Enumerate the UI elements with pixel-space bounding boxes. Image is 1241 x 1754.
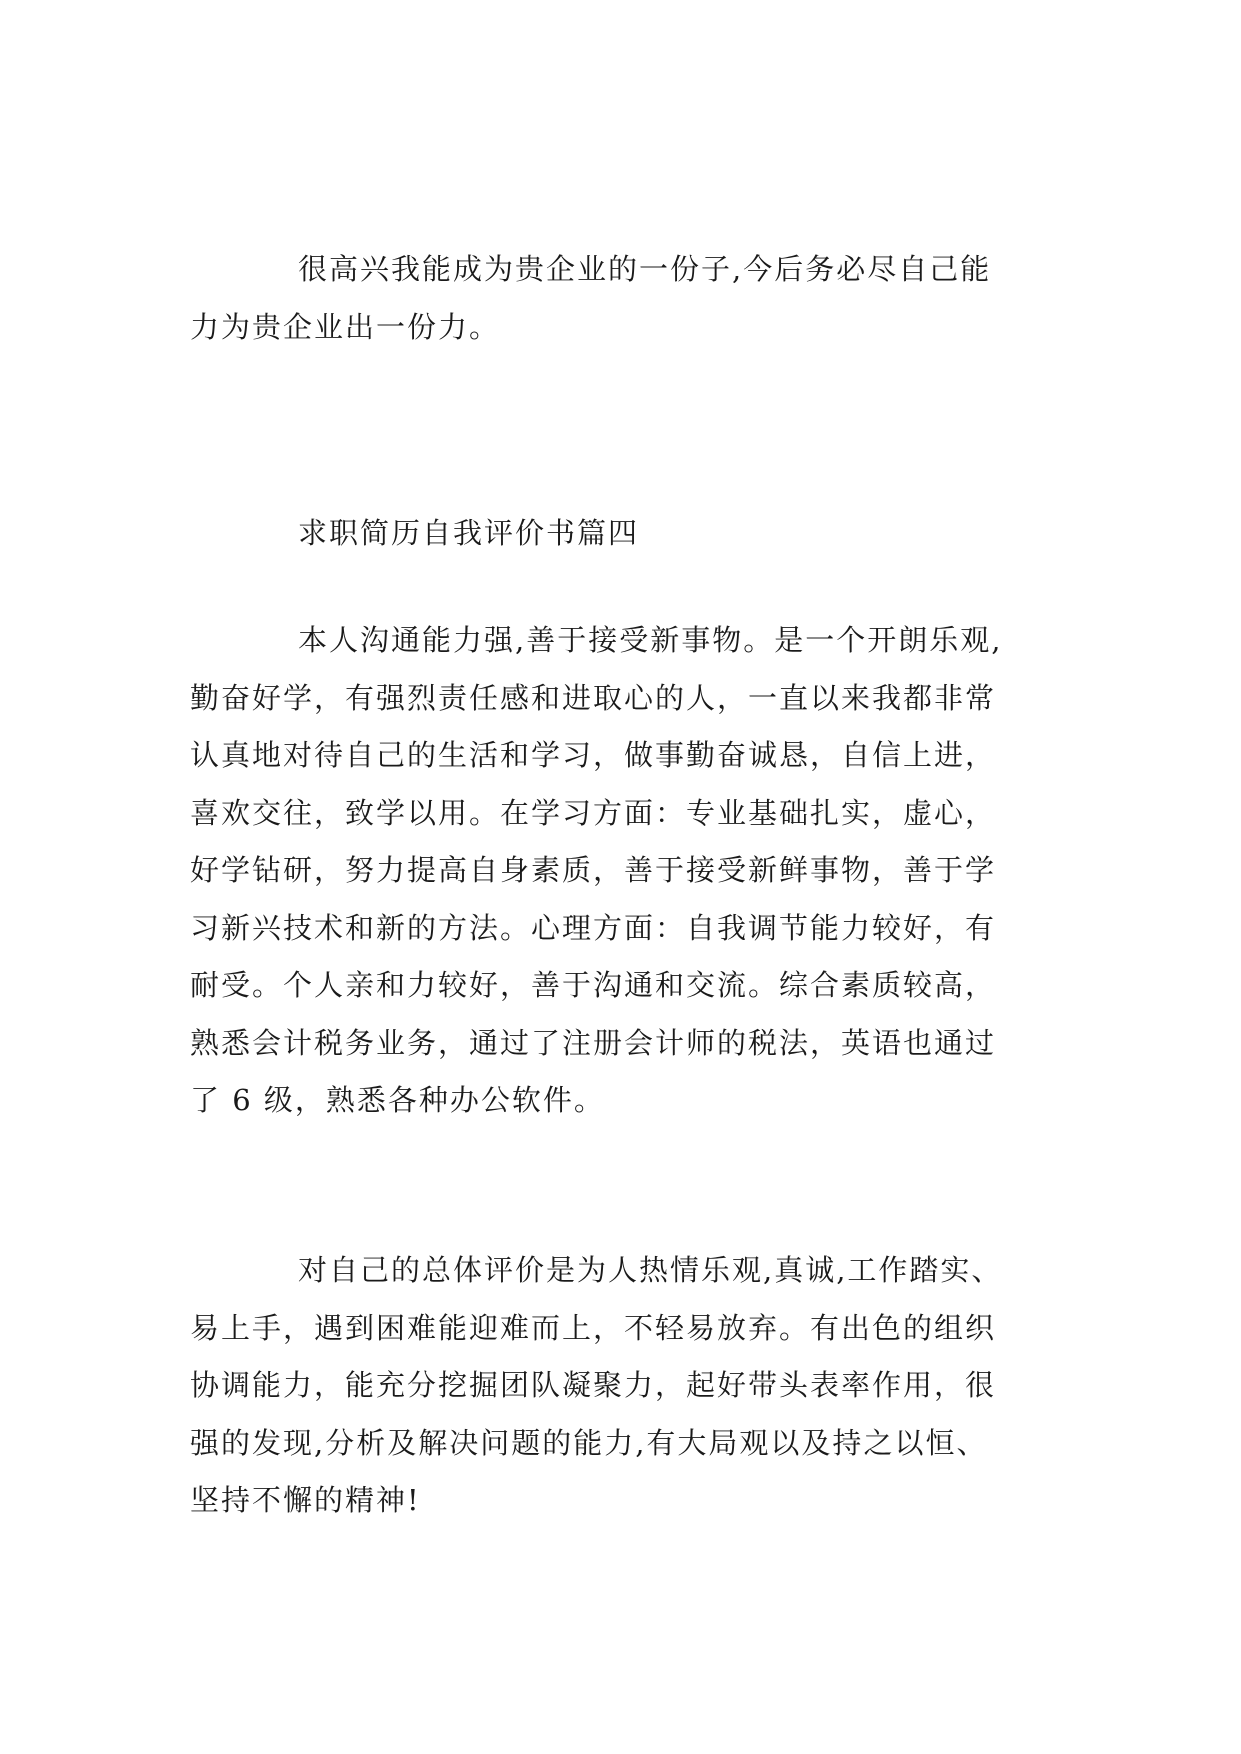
paragraph-2-line: 耐受。个人亲和力较好，善于沟通和交流。综合素质较高， (190, 968, 997, 1002)
paragraph-2-line: 喜欢交往，致学以用。在学习方面：专业基础扎实，虚心， (190, 795, 997, 830)
paragraph-2-line: 本人沟通能力强,善于接受新事物。是一个开朗乐观, (298, 623, 1003, 657)
paragraph-2-line: 习新兴技术和新的方法。心理方面：自我调节能力较好，有 (190, 910, 997, 945)
paragraph-2-line: 勤奋好学，有强烈责任感和进取心的人，一直以来我都非常 (190, 680, 997, 715)
paragraph-3-line: 易上手，遇到困难能迎难而上，不轻易放弃。有出色的组织 (190, 1310, 997, 1345)
paragraph-3-line: 协调能力，能充分挖掘团队凝聚力，起好带头表率作用，很 (190, 1368, 997, 1402)
paragraph-1 (190, 241, 1055, 356)
paragraph-3-line: 对自己的总体评价是为人热情乐观,真诚,工作踏实、 (298, 1253, 1003, 1287)
paragraph-1-line: 力为贵企业出一份力。 (190, 309, 501, 344)
paragraph-1-line: 很高兴我能成为贵企业的一份子,今后务必尽自己能 (298, 252, 992, 286)
paragraph-2-line: 好学钻研，努力提高自身素质，善于接受新鲜事物，善于学 (190, 853, 997, 887)
paragraph-3-line: 坚持不懈的精神! (190, 1483, 421, 1517)
paragraph-3 (190, 1242, 1055, 1530)
section-heading: 求职简历自我评价书篇四 (298, 516, 640, 550)
paragraph-2-line: 认真地对待自己的生活和学习，做事勤奋诚恳，自信上进， (190, 738, 997, 772)
paragraph-3-line: 强的发现,分析及解决问题的能力,有大局观以及持之以恒、 (190, 1425, 988, 1460)
paragraph-2 (190, 612, 1055, 1130)
paragraph-2-line: 了 6 级，熟悉各种办公软件。 (190, 1083, 605, 1117)
paragraph-2-line: 熟悉会计税务业务，通过了注册会计师的税法，英语也通过 (190, 1025, 997, 1060)
